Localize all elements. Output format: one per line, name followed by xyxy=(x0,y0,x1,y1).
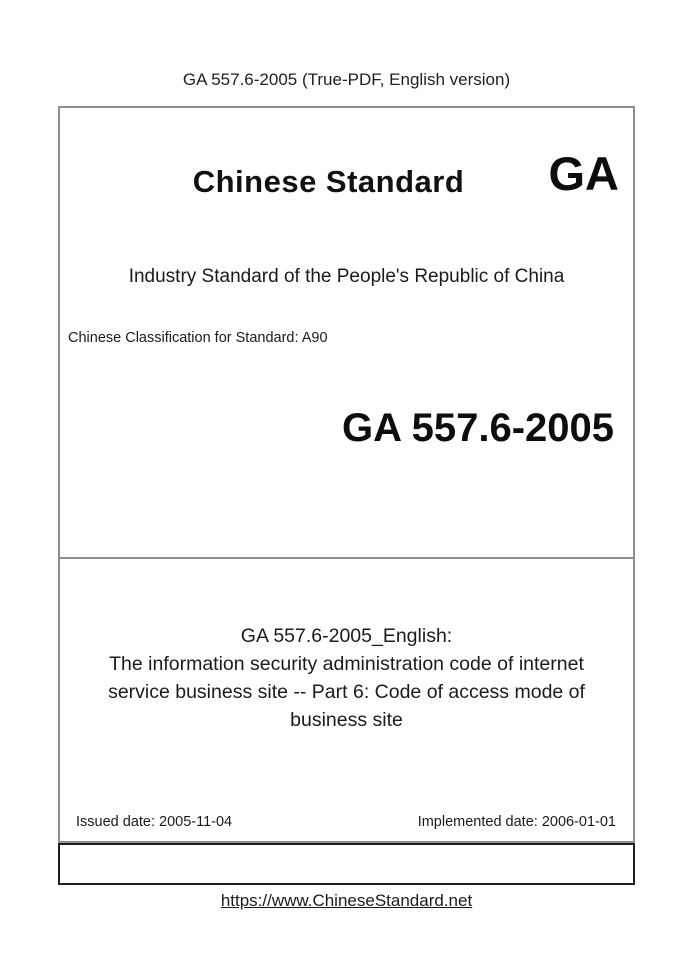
bottom-strip-box xyxy=(58,843,635,885)
issued-date-label: Issued date: 2005-11-04 xyxy=(76,814,233,830)
dates-row xyxy=(60,814,633,830)
classification-label: Chinese Classification for Standard: A90 xyxy=(68,330,328,346)
standard-number: GA 557.6-2005 xyxy=(341,406,614,450)
implemented-date-label: Implemented date: 2006-01-01 xyxy=(417,814,616,830)
cover-box xyxy=(58,106,635,843)
brand-title: Chinese Standard xyxy=(192,164,465,199)
page-header-title: GA 557.6-2005 (True-PDF, English version) xyxy=(182,70,511,89)
footer-link[interactable]: https://www.ChineseStandard.net xyxy=(220,891,473,910)
ga-logo: GA xyxy=(548,147,619,200)
section-divider xyxy=(60,557,633,559)
cover-subtitle: Industry Standard of the People's Republic of China xyxy=(128,266,565,287)
page-footer xyxy=(0,891,693,911)
description-heading: GA 557.6-2005_English: xyxy=(240,625,453,647)
description-block xyxy=(60,622,633,734)
description-title: The information security administration code of internet service business site -- Part 6: Code of access mode of business site xyxy=(108,653,585,731)
